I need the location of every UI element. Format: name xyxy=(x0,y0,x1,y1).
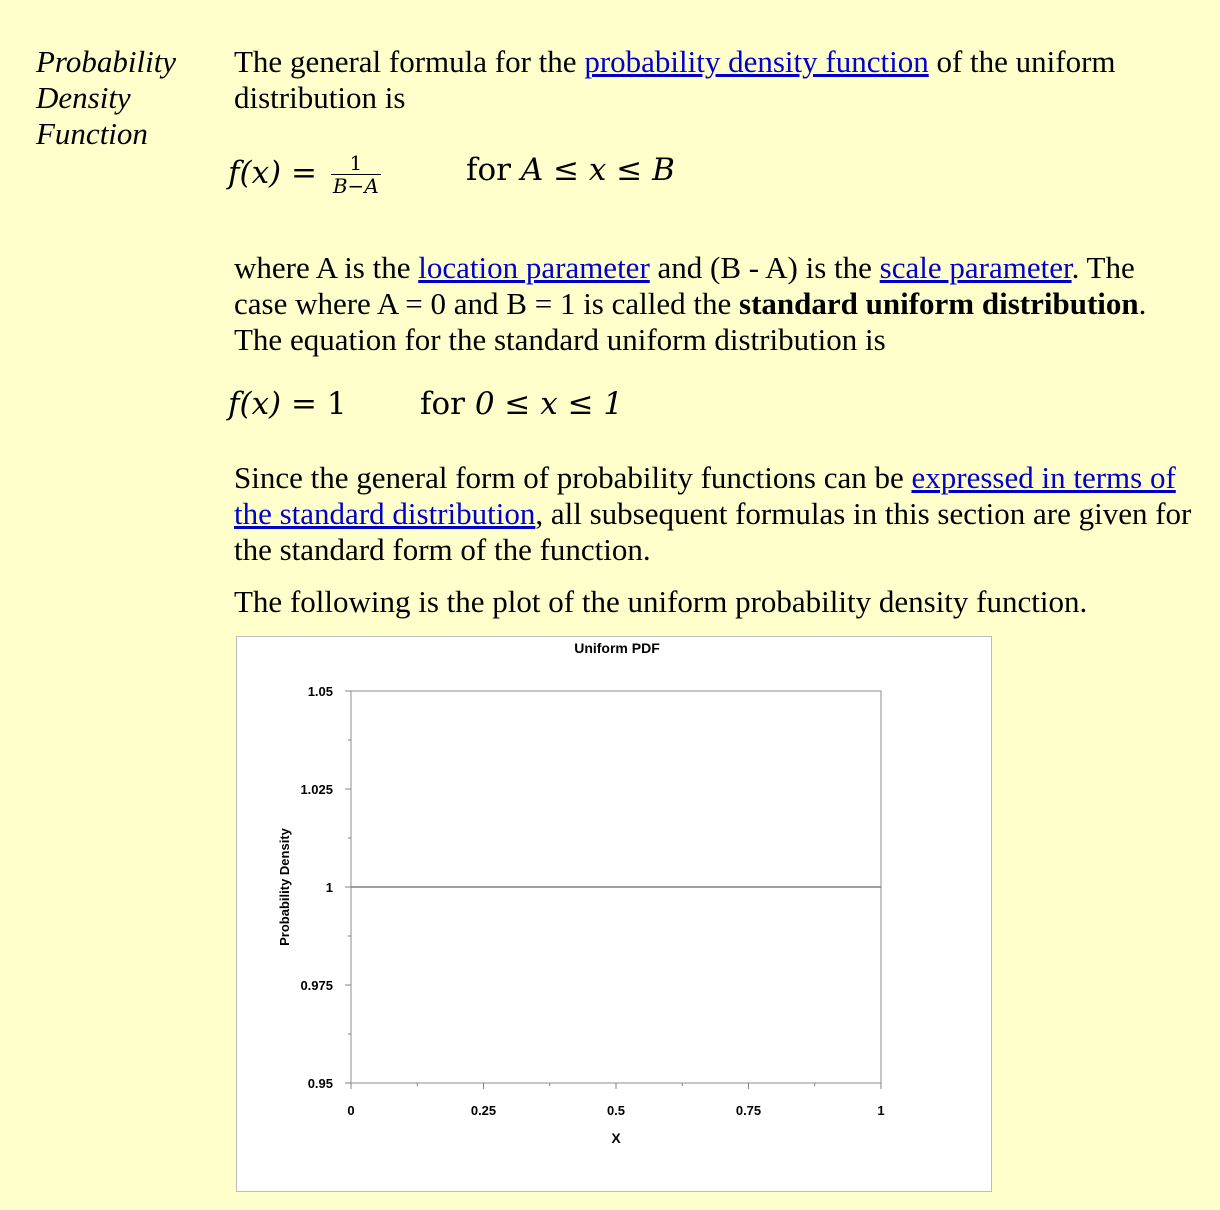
section-label-line3: Function xyxy=(36,116,148,151)
plot-intro-paragraph: The following is the plot of the uniform probability density function. xyxy=(234,584,1088,619)
formula1-condition: A ≤ x ≤ B xyxy=(520,152,675,188)
y-tick-label: 0.95 xyxy=(307,1076,333,1091)
y-tick-label: 1.05 xyxy=(307,684,333,699)
x-axis-label: X xyxy=(611,1130,621,1146)
section-label-line1: Probability xyxy=(36,44,177,79)
scale-parameter-link[interactable]: scale parameter xyxy=(879,250,1072,285)
chart-title: Uniform PDF xyxy=(574,640,660,656)
y-axis-label: Probability Density xyxy=(277,828,292,946)
formula1-lhs: f(x) xyxy=(228,155,282,191)
formula1-numerator: 1 xyxy=(349,151,363,175)
formula1-denominator: B−A xyxy=(332,174,379,198)
para2-text2: and (B - A) is the xyxy=(649,250,880,285)
para2-text1: where A is the xyxy=(234,250,419,285)
y-tick-label: 0.975 xyxy=(300,978,333,993)
formula2-lhs: f(x) xyxy=(228,386,282,422)
formula2-eq: = 1 xyxy=(291,386,347,422)
intro-text: The general formula for the xyxy=(234,44,585,79)
formula1-for: for xyxy=(466,152,511,188)
section-label xyxy=(36,44,216,152)
general-pdf-formula xyxy=(228,146,1194,206)
y-axis xyxy=(300,684,351,1091)
location-parameter-link[interactable]: location parameter xyxy=(418,250,650,285)
para2-text4: . The equation for the standard uniform distribution is xyxy=(234,286,1147,357)
x-tick-label: 0.5 xyxy=(606,1103,626,1118)
chart-svg xyxy=(237,637,991,1191)
x-tick-label: 1 xyxy=(877,1103,885,1118)
section-label-line2: Density xyxy=(36,80,131,115)
standard-pdf-formula xyxy=(228,382,1194,432)
intro-text-after: of the uniform distribution is xyxy=(234,44,1116,115)
y-tick-label: 1.025 xyxy=(300,782,333,797)
x-tick-label: 0 xyxy=(347,1103,355,1118)
formula2-for: for xyxy=(420,386,465,422)
main-content xyxy=(228,44,1194,620)
uniform-pdf-plot xyxy=(236,636,992,1192)
parameters-paragraph xyxy=(234,250,1194,358)
standard-form-paragraph xyxy=(234,460,1194,568)
formula2-condition: 0 ≤ x ≤ 1 xyxy=(474,386,624,422)
formula1-fraction xyxy=(331,152,381,197)
formula1-eq: = xyxy=(291,155,317,191)
x-tick-label: 0.75 xyxy=(735,1103,762,1118)
expressed-in-terms-link[interactable]: expressed in terms of the standard distribution xyxy=(234,460,1176,531)
para2-text3: . The case where A = 0 and B = 1 is called the xyxy=(234,250,1135,321)
standard-uniform-term: standard uniform distribution xyxy=(739,286,1139,321)
para3-text1: Since the general form of probability functions can be xyxy=(234,460,912,495)
pdf-link[interactable]: probability density function xyxy=(584,44,929,79)
para3-text2: , all subsequent formulas in this section are given for the standard form of the function. xyxy=(234,496,1192,567)
x-axis xyxy=(347,1083,884,1118)
intro-paragraph xyxy=(234,44,1194,116)
x-tick-label: 0.25 xyxy=(470,1103,497,1118)
y-tick-label: 1 xyxy=(325,880,333,895)
